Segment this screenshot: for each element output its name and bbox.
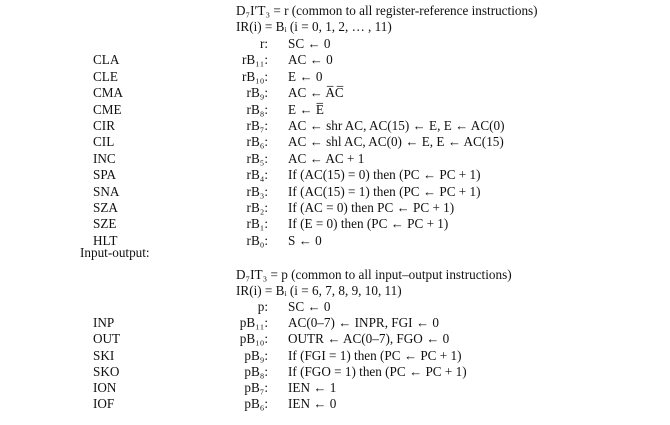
instruction-mnemonic: HLT (93, 232, 118, 248)
micro-operation: SC ← 0 (288, 36, 331, 51)
control-condition: pB₁₀: (239, 331, 268, 347)
control-condition: rB₈: (246, 101, 268, 117)
section-title-register-reference (80, 0, 190, 1)
control-condition: pB₁₁: (239, 315, 268, 331)
instruction-mnemonic: SNA (93, 183, 120, 199)
instruction-mnemonic: CLA (93, 52, 120, 68)
control-condition: rB₆: (246, 134, 268, 150)
micro-operation: S ← 0 (288, 232, 322, 248)
instruction-mnemonic: CME (93, 101, 122, 117)
control-condition: pB₇: (244, 380, 268, 395)
rr-header-line2: IR(i) = Bᵢ (i = 0, 1, 2, … , 11) (236, 19, 392, 34)
control-condition: rB₁₀: (241, 68, 268, 84)
control-condition: p: (257, 299, 268, 314)
micro-operation: If (AC(15) = 0) then (PC ← PC + 1) (288, 167, 481, 183)
control-condition: pB₆: (244, 396, 268, 412)
instruction-mnemonic: CIL (93, 134, 115, 150)
control-condition: rB₃: (246, 183, 268, 199)
control-condition: rB₉: (246, 85, 268, 101)
instruction-mnemonic: INC (93, 150, 116, 166)
micro-operation: IEN ← 0 (288, 396, 337, 412)
micro-operation: If (FGI = 1) then (PC ← PC + 1) (288, 347, 462, 363)
micro-operation: If (AC(15) = 1) then (PC ← PC + 1) (288, 183, 481, 199)
control-condition: r: (259, 36, 268, 51)
micro-operation: AC ← AC + 1 (288, 150, 365, 166)
instruction-mnemonic: SKO (93, 363, 120, 379)
instruction-mnemonic: SPA (93, 167, 116, 183)
control-condition: pB₈: (244, 363, 268, 379)
instruction-mnemonic: SZA (93, 200, 118, 215)
control-condition: rB₁₁: (241, 52, 268, 68)
section-title-input-output: Input-output: (80, 245, 150, 260)
micro-operation: AC ← A̅C̅ (288, 85, 344, 101)
micro-operation: OUTR ← AC(0–7), FGO ← 0 (288, 331, 450, 347)
instruction-mnemonic: SKI (93, 347, 115, 363)
instruction-mnemonic: IOF (93, 396, 115, 412)
control-condition: rB₁: (246, 216, 268, 232)
micro-operation: E ← 0 (288, 68, 323, 84)
micro-operation: AC ← shl AC, AC(0) ← E, E ← AC(15) (288, 134, 504, 150)
micro-operation: If (AC = 0) then PC ← PC + 1) (288, 200, 455, 215)
instruction-mnemonic: SZE (93, 216, 117, 232)
io-header-line2: IR(i) = Bᵢ (i = 6, 7, 8, 9, 10, 11) (236, 283, 402, 298)
micro-operation: If (E = 0) then (PC ← PC + 1) (288, 216, 449, 232)
instruction-mnemonic: CIR (93, 118, 115, 133)
instruction-mnemonic: CLE (93, 68, 118, 84)
micro-operation: AC(0–7) ← INPR, FGI ← 0 (288, 315, 439, 331)
micro-operation: AC ← shr AC, AC(15) ← E, E ← AC(0) (288, 118, 505, 133)
instruction-mnemonic: INP (93, 315, 115, 331)
micro-operation: If (FGO = 1) then (PC ← PC + 1) (288, 363, 467, 379)
instruction-mnemonic: ION (93, 380, 117, 395)
micro-operation: IEN ← 1 (288, 380, 337, 395)
control-condition: rB₅: (246, 150, 268, 166)
micro-operation: AC ← 0 (288, 52, 333, 68)
rr-header-line1: D₇I′T₃ = r (common to all register-reference instructions) (236, 3, 538, 18)
io-header-line1: D₇IT₃ = p (common to all input–output instructions) (236, 267, 512, 282)
micro-operation: SC ← 0 (288, 299, 331, 314)
control-condition: rB₀: (246, 232, 268, 248)
control-condition: rB₇: (246, 118, 268, 133)
instruction-mnemonic: OUT (93, 331, 121, 347)
micro-operation: E ← E̅ (288, 101, 324, 117)
control-condition: pB₉: (244, 347, 268, 363)
control-condition: rB₂: (246, 200, 268, 215)
control-condition: rB₄: (246, 167, 268, 183)
instruction-mnemonic: CMA (93, 85, 124, 101)
